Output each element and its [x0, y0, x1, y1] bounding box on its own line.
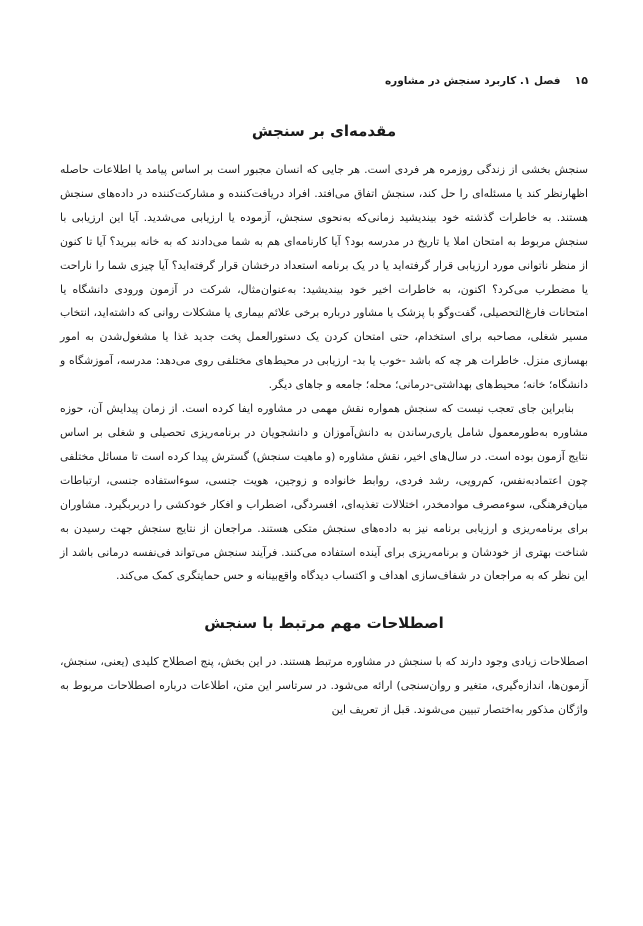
- book-page: [60, 74, 588, 722]
- section-heading-introduction: مقدمه‌ای بر سنجش: [251, 122, 397, 140]
- chapter-title: فصل ۱. کاربرد سنجش در مشاوره: [384, 75, 561, 87]
- page-number: ۱۵: [574, 74, 588, 87]
- paragraph-2: بنابراین جای تعجب نیست که سنجش همواره نقش مهمی در مشاوره ایفا کرده است. از زمان پیدایش آن، حوزه مشاوره به‌طورمعمول شامل یاری‌رساندن به دانش‌آموزان و دانشجویان در برنامه‌ریزی تحصیلی و شغلی بر اساس نتایج آزمون بوده است. در سال‌های اخیر، نقش مشاوره (و ماهیت سنجش) گسترش پیدا کرده است تا مسائل مختلفی چون اعتمادبه‌نفس، کم‌رویی، رشد فردی، روابط خانواده و زوجین، هویت جنسی، سوءاستفاده جنسی، ارتباطات میان‌فرهنگی، سوءمصرف موادمخدر، اختلالات تغذیه‌ای، افسردگی، اضطراب و افکار خودکشی را دربربگیرد. مشاوران برای برنامه‌ریزی و ارزیابی برنامه نیز به داده‌های سنجش متکی هستند. مراجعان از نتایج سنجش جهت رسیدن به شناخت بهتری از خودشان و برنامه‌ریزی برای آینده استفاده می‌کنند. فرآیند سنجش می‌تواند فی‌نفسه درمانی باشد از این نظر که به مراجعان در شفاف‌سازی اهداف و اکتساب دیدگاه واقع‌بینانه و حس حمایتگری کمک می‌کند.: [60, 402, 588, 583]
- paragraph-3: اصطلاحات زیادی وجود دارند که با سنجش در مشاوره مرتبط هستند. در این بخش، پنج اصطلاح کلیدی (یعنی، سنجش، آزمون‌ها، اندازه‌گیری، متغیر و روان‌سنجی) ارائه می‌شود. در سرتاسر این متن، اطلاعات درباره اصطلاحات مربوط به واژگان مذکور به‌اختصار تبیین می‌شوند. قبل از تعریف این: [60, 655, 588, 717]
- section-heading-key-terms: اصطلاحات مهم مرتبط با سنجش: [204, 614, 444, 633]
- running-head: [60, 74, 588, 100]
- paragraph-1: سنجش بخشی از زندگی روزمره هر فردی است. هر جایی که انسان مجبور است بر اساس پیامد یا اطلاعات حاصله اظهارنظر کند یا مسئله‌ای را حل کند، سنجش اتفاق می‌افتد. افراد دریافت‌کننده و مشارکت‌کننده در داده‌های سنجش هستند. به خاطرات گذشته خود بیندیشید زمانی‌که به‌نحوی سنجش، آزموده یا ارزیابی می‌شدید. آیا این ارزیابی با سنجش مربوط به امتحان املا یا تاریخ در مدرسه بود؟ آیا کارنامه‌ای هم به شما می‌دادند که به خانه ببرید؟ آیا تا کنون از منظر ناتوانی مورد ارزیابی قرار گرفته‌اید یا در یک برنامه استعداد درخشان قرار گرفته‌اید؟ آیا چیزی شما را ناراحت یا مضطرب می‌کرد؟ اکنون، به خاطرات اخیر خود بیندیشید: به‌عنوان‌مثال، شرکت در آزمون ورودی دانشگاه یا امتحانات فارغ‌التحصیلی، گفت‌وگو با پزشک یا مشاور درباره برخی علائم بیماری یا مشکلات روانی که داشته‌اید، انتخاب مسیر شغلی، مصاحبه برای استخدام، حتی امتحان کردن یک دستورالعمل پخت جدید غذا یا مشغول‌شدن به امور بهسازی منزل. خاطرات هر چه که باشد -خوب یا بد- ارزیابی در محیط‌های مختلفی روی می‌دهد: مدرسه، آموزشگاه و دانشگاه؛ خانه؛ محیط‌های بهداشتی-درمانی؛ محله؛ جامعه و جاهای دیگر.: [60, 163, 588, 392]
